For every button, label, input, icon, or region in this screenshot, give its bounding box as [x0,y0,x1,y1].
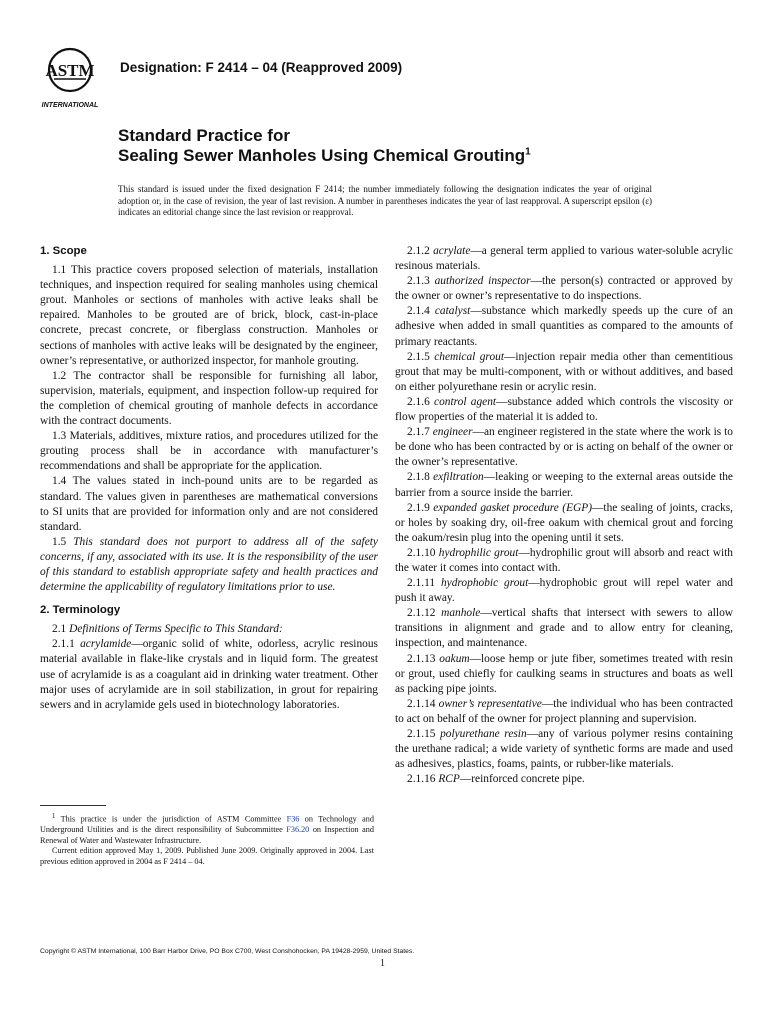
definition-2-1-3: 2.1.3 authorized inspector—the person(s) contracted or approved by the owner or owner’s representative to do inspections. [395,275,734,303]
svg-text:ASTM: ASTM [45,61,95,80]
definition-2-1-10: 2.1.10 hydrophilic grout—hydrophilic grout will absorb and react with the water it comes into contact with. [395,546,733,574]
paragraph-1-2: 1.2 The contractor shall be responsible for furnishing all labor, supervision, materials, equipment, and inspection follow-up required for the completion of chemical grouting of manhole defects in accordance with the contract documents. [40,369,378,428]
paragraph-1-4: 1.4 The values stated in inch-pound units are to be regarded as standard. The values given in parentheses are mathematical conversions to SI units that are provided for information only and are not considered standard. [40,475,378,533]
definition-2-1-7: 2.1.7 engineer—an engineer registered in the state where the work is to be done who has been contracted by or is acting on behalf of the owner or the owner’s representative. [395,426,733,469]
definition-2-1-6: 2.1.6 control agent—substance added which controls the viscosity or flow properties of the material it is added to. [395,395,733,424]
title-footnote-ref: 1 [525,146,531,158]
link-f36-20[interactable]: F36.20 [286,825,310,835]
definition-2-1-5: 2.1.5 chemical grout—injection repair media other than cementitious grout that may be multi-component, with or without additives, and based on either polyurethane resin or acrylic resin. [395,350,733,393]
definition-2-1-15: 2.1.15 polyurethane resin—any of various polymer resins containing the urethane radical; a wide variety of synthetic forms are made and used as adhesives, plastics, foams, paints, or rubber-like materials. [395,728,733,771]
definition-2-1-13: 2.1.13 oakum—loose hemp or jute fiber, sometimes treated with resin or grout, used chiefly for caulking seams in structures and boats as well as packing pipe joints. [395,652,733,695]
section-heading-terminology: 2. Terminology [40,604,121,617]
title-line2: Sealing Sewer Manholes Using Chemical Grouting$^1$ [118,146,531,165]
title-line1: Standard Practice for [118,126,290,145]
footnote-rule [40,805,106,806]
definition-2-1-12: 2.1.12 manhole—vertical shafts that intersect with sewers to allow transitions in alignment and grade and to allow entry for cleaning, inspection, and maintenance. [395,607,733,650]
footnote-1: $^1$ This practice is under the jurisdiction of ASTM Committee F36 on Technology and Underground Utilities and is the direct responsibility of Subcommittee F36.20 on Inspection and Renewal of Water and Wastewater Infrastructure. [40,813,374,845]
definition-2-1-8: 2.1.8 exfiltration—leaking or weeping to the external areas outside the barrier from a source inside the barrier. [395,471,733,499]
link-f36[interactable]: F36 [286,814,300,824]
definition-2-1-2: 2.1.2 acrylate—a general term applied to various water-soluble acrylic resinous materials. [395,245,733,273]
copyright: Copyright © ASTM International, 100 Barr Harbor Drive, PO Box C700, West Conshohocken, PA 19428-2959, United States. [40,948,415,955]
definition-2-1-14: 2.1.14 owner’s representative—the individual who has been contracted to act on behalf of the owner for project planning and supervision. [395,697,733,725]
right-column [395,244,733,787]
left-column [40,244,378,713]
definition-2-1-4: 2.1.4 catalyst—substance which markedly speeds up the cure of an adhesive when added in small quantities as compared to the amounts of primary reactants. [395,305,733,348]
definition-2-1-16: 2.1.16 RCP—reinforced concrete pipe. [407,773,585,786]
paragraph-1-3: 1.3 Materials, additives, mixture ratios, and procedures utilized for the grouting process shall be in accordance with manufacturer’s recommendations and shall be appropriate for the application. [40,430,378,473]
section-heading-scope: 1. Scope [40,245,87,257]
definition-2-1-11: 2.1.11 hydrophobic grout—hydrophobic grout will repel water and push it away. [395,577,733,605]
paragraph-1-5: 1.5 This standard does not purport to address all of the safety concerns, if any, associated with its use. It is the responsibility of the user of this standard to establish appropriate safety and health practices and determine the applicability of regulatory limitations prior to use. [40,535,378,594]
paragraph-1-1: 1.1 This practice covers proposed selection of materials, installation techniques, and inspection required for sealing manholes using chemical grout. Manholes or sections of manholes with active leaks shall be repaired. Manholes to be grouted are of brick, block, cast-in-place concrete, precast concrete, or fiberglass construction. Manholes or sections of manholes with active leaks will be designated by the engineer, owner’s representative, or authorized inspector, for manhole grouting. [40,264,378,367]
definition-2-1-1: 2.1.1 acrylamide—organic solid of white, odorless, acrylic resinous material available in flake-like crystals and in liquid form. The greatest use of acrylamide is as a coagulant aid in drinking water treatment. Other major uses of acrylamide are in soil stabilization, in grout for repairing sewers and in acrylamide gels used in biotechnology laboratories. [40,638,378,711]
astm-logo [40,46,112,112]
definition-2-1-9: 2.1.9 expanded gasket procedure (EGP)—the sealing of joints, cracks, or holes by soaking dry, oil-free oakum with chemical grout and forcing the oakum/resin plug into the opening until it sets. [395,501,733,544]
footnote-edition: Current edition approved May 1, 2009. Published June 2009. Originally approved in 2004. Last previous edition approved in 2004 as F 2414 – 04. [40,846,374,866]
svg-text:INTERNATIONAL: INTERNATIONAL [41,102,99,109]
footnote [40,812,374,867]
designation: Designation: F 2414 – 04 (Reapproved 2009) [120,60,403,75]
paragraph-2-1: 2.1 Definitions of Terms Specific to This Standard: [52,623,283,636]
intro-text: This standard is issued under the fixed designation F 2414; the number immediately following the designation indicates the year of original adoption or, in the case of revision, the year of last revision. A number in parentheses indicates the year of last reapproval. A superscript epsilon (ε) indicates an editorial change since the last revision or reapproval. [118,184,652,217]
page-number: 1 [380,958,385,969]
